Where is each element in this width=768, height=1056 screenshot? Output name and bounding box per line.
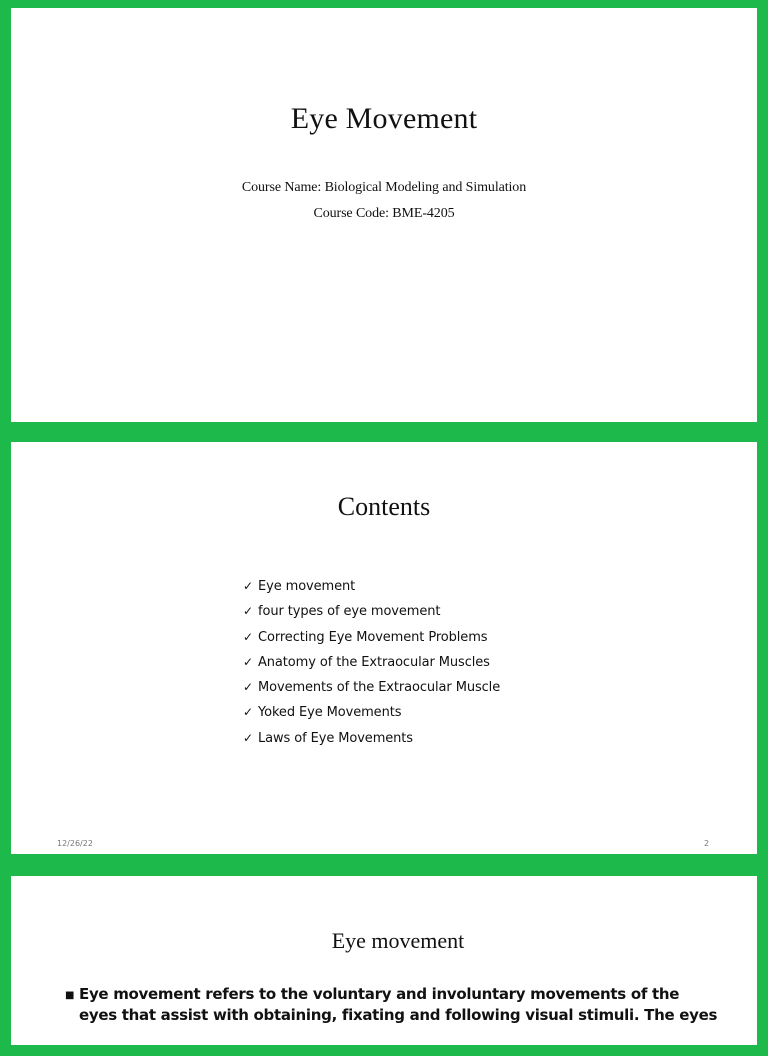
- list-item-label: Correcting Eye Movement Problems: [258, 629, 488, 645]
- contents-list: [243, 576, 500, 753]
- slide-title: Eye Movement: [290, 102, 478, 135]
- contents-title: Contents: [337, 492, 431, 521]
- checkmark-icon: ✓: [243, 730, 253, 745]
- course-name: Course Name: Biological Modeling and Simulation: [241, 180, 527, 195]
- checkmark-icon: ✓: [243, 604, 253, 619]
- list-item: [243, 652, 500, 677]
- checkmark-icon: ✓: [243, 680, 253, 695]
- slide-title: Eye movement: [331, 928, 465, 953]
- checkmark-icon: ✓: [243, 705, 253, 720]
- list-item: [243, 702, 500, 727]
- slide-3: [0, 866, 768, 1056]
- square-bullet-icon: ■: [65, 990, 75, 1001]
- checkmark-icon: ✓: [243, 579, 253, 593]
- paragraph-text: Eye movement refers to the voluntary and involuntary movements of the eyes that assist with obtaining, fixating and following visual stimuli. The eyes: [79, 985, 718, 1024]
- list-item-label: Eye movement: [258, 579, 356, 594]
- course-code: Course Code: BME-4205: [313, 206, 455, 221]
- body-paragraph: [65, 984, 719, 1026]
- list-item: [243, 576, 500, 601]
- list-item-label: four types of eye movement: [258, 604, 441, 620]
- list-item-label: Movements of the Extraocular Muscle: [258, 680, 501, 696]
- list-item-label: Laws of Eye Movements: [258, 730, 413, 746]
- list-item: [243, 627, 500, 652]
- slide-1: [0, 0, 768, 432]
- list-item-label: Anatomy of the Extraocular Muscles: [258, 654, 490, 670]
- list-item: [243, 728, 500, 753]
- slide-2: [0, 432, 768, 866]
- page-number: 2: [704, 839, 710, 848]
- checkmark-icon: ✓: [243, 654, 253, 669]
- list-item: [243, 601, 500, 626]
- list-item: [243, 677, 500, 702]
- list-item-label: Yoked Eye Movements: [258, 705, 402, 721]
- checkmark-icon: ✓: [243, 629, 253, 644]
- footer-date: 12/26/22: [57, 839, 93, 848]
